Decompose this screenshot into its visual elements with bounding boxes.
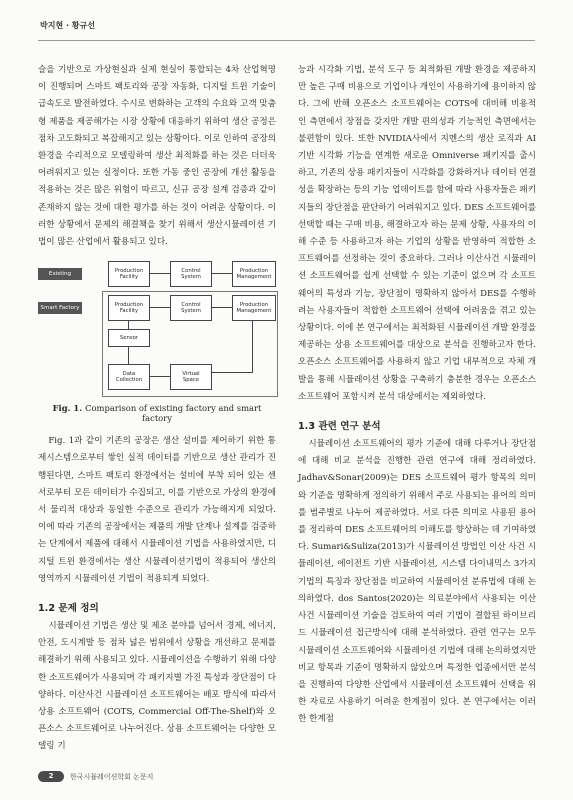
virtual-to-management-line	[211, 372, 253, 373]
right-column	[298, 62, 536, 729]
sensor-text: Sensor	[119, 334, 139, 341]
data-to-virtual-arrow	[149, 376, 170, 377]
data-collection-box	[108, 364, 150, 390]
left-column	[38, 62, 276, 756]
existing-control-system-text: Control System	[181, 267, 201, 281]
existing-production-facility-text: Production Facility	[114, 267, 144, 281]
existing-production-management-box	[232, 261, 276, 287]
smart-production-management-box	[232, 295, 276, 321]
smart-production-facility-box	[108, 295, 150, 321]
smart-arrow-1	[149, 307, 170, 308]
left-paragraph-3: 시뮬레이션 기법은 생산 및 제조 분야를 넘어서 경제, 에너지, 안전, 도시계발 등 점차 넓은 범위에서 상황을 개선하고 문제를 해결하기 위해 사용되고 있다. 시뮬레이션을 수행하기 위해 다양한 소프트웨어가 사용되며 각 패키지별 가진 특성과 장단점이 다양하다. 이산사건 시뮬레이션 소프트웨어는 배포 방식에 따라서 상용 소프트웨어 (COTS, Commercial Off-The-Shelf)와 오픈소스 소프트웨어로 나누어진다. 상용 소프트웨어는 다양한 모델링 기	[38, 621, 276, 752]
data-collection-text: Data Collection	[115, 370, 143, 384]
existing-production-management-text: Production Management	[236, 267, 272, 281]
page-footer	[38, 771, 153, 782]
virtual-space-box	[170, 364, 212, 390]
smart-arrow-2	[211, 307, 232, 308]
right-paragraph-1: 능과 시각화 기법, 분석 도구 등 최적화된 개발 환경을 제공하지만 높은 구매 비용으로 기업이나 개인이 사용하기에 용이하지 않다. 그에 반해 오픈소스 소프트웨어는 COTS에 대비해 비용적인 측면에서 장점을 갖지만 개발 편의성과 기능적인 측면에서는 불편함이 있다. 또한 NVIDIA사에서 지멘스의 생산 로직과 AI기반 시각화 기능을 연계한 새로운 Omniverse 패키지를 출시하고, 기존의 상용 패키지들이 시각화를 강화하거나 데이터 연결성을 확장하는 등의 기능 업데이트를 함에 따라 사용자들은 패키지들의 장단점을 판단하기 어려워지고 있다. DES 소프트웨어를 선택할 때는 구매 비용, 해결하고자 하는 문제 상황, 사용자의 이해 수준 등 사용하고자 하는 기업의 상황을 반영하여 적합한 소프트웨어를 선정하는 것이 중요하다. 그러나 이산사건 시뮬레이션 소프트웨어를 쉽게 선택할 수 있는 기준이 없으며 각 소프트웨어의 특성과 기능, 장단점이 명확하지 않아서 DES를 수행하려는 사용자들이 적합한 소프트웨어 선택에 어려움을 겪고 있는 상황이다. 이에 본 연구에서는 최적화된 시뮬레이션 개발 환경을 제공하는 상용 소프트웨어를 대상으로 분석을 진행하고자 한다. 오픈소스 소프트웨어를 사용하지 않고 기업 내부적으로 자체 개발을 통해 시뮬레이션 상황을 구축하기 충분한 경우는 오픈소스 소프트웨어 포함시켜 분석 대상에서는 제외하였다.	[298, 65, 536, 402]
sensor-box	[108, 329, 150, 347]
smart-production-management-text: Production Management	[236, 301, 272, 315]
smart-control-system-box	[170, 295, 212, 321]
right-paragraph-2: 시뮬레이션 소프트웨어의 평가 기준에 대해 다루거나 장단점에 대해 비교 분석을 진행한 관련 연구에 대해 정리하였다. Jadhav&Sonar(2009)는 DES 소프트웨어 평가 항목의 의미와 기준을 명확하게 정의하기 위해서 주로 사용되는 용어의 의미를 범주별로 나누어 제공하였다. 서로 다른 의미로 사용된 용어를 정리하여 DES 소프트웨어의 이해도를 향상하는 데 기여하였다. Sumari&Suliza(2013)가 시뮬레이션 방법인 이산 사건 시뮬레이션, 에이전트 기반 시뮬레이션, 시스템 다이내믹스 3가지 기법의 특징과 장단점을 비교하여 시뮬레이션 분류법에 대해 논의하였다. dos Santos(2020)는 의료분야에서 사용되는 이산사건 시뮬레이션 기술을 검토하여 여러 기법이 결합된 하이브리드 시뮬레이션 접근방식에 대해 분석하였다. 관련 연구는 모두 시뮬레이션 소프트웨어와 시뮬레이션 기법에 대해 논의하였지만 비교 항목과 기준이 명확하지 않았으며 특정한 업종에서만 분석을 진행하여 다양한 산업에서 시뮬레이션 소프트웨어 선택을 위한 자료로 사용하기 어려운 한계점이 있다. 본 연구에서는 이러한 한계점	[298, 439, 536, 725]
management-to-virtual-line	[252, 320, 253, 372]
caption-label: Fig. 1.	[52, 403, 83, 414]
smart-control-system-text: Control System	[181, 301, 201, 315]
smart-production-facility-text: Production Facility	[114, 301, 144, 315]
sensor-to-data-line	[128, 346, 129, 364]
journal-name: 한국시뮬레이션학회 논문지	[70, 772, 154, 781]
left-paragraph-1: 슬을 기반으로 가상현실과 실제 현실이 통합되는 4차 산업혁명이 진행되며 스마트 팩토리와 공장 자동화, 디지털 트윈 기술이 급속도로 발전하였다. 수시로 변화하는 고객의 수요와 고객 맞춤형 제품을 제공해가는 시장 상황에 대응하기 위하여 생산 공정은 점차 고도화되고 복잡해지고 있는 상황이다. 이로 인하여 공장의 환경을 수리적으로 모델링하여 생산 최적화를 하는 것은 더더욱 어려워지고 있는 실정이다. 또한 가동 중인 공장에 개선 활동을 적용하는 것은 많은 위험이 따르고, 신규 공장 설계 검증과 같이 존재하지 않는 것에 대한 평가를 하는 것이 어려운 상황이다. 이러한 상황에서 문제의 해결책을 찾기 위해서 생산시뮬레이션 기법이 많은 산업에서 활용되고 있다.	[38, 65, 276, 248]
virtual-space-text: Virtual Space	[182, 370, 200, 384]
facility-to-sensor-line	[128, 320, 129, 329]
existing-factory-label: Existing Factory	[38, 268, 82, 280]
caption-text: Comparison of existing factory and smart factory	[85, 403, 262, 424]
section-heading-1-3: 1.3 관련 연구 분석	[298, 421, 381, 433]
existing-control-system-box	[170, 261, 212, 287]
header-rule	[38, 40, 535, 41]
figure-1	[38, 259, 276, 399]
existing-arrow-2	[211, 273, 232, 274]
page-number: 2	[38, 771, 64, 782]
smart-factory-label: Smart Factory	[38, 302, 82, 314]
section-heading-1-2: 1.2 문제 정의	[38, 603, 99, 615]
figure-caption	[38, 403, 276, 423]
running-header: 박지현 · 황규선	[40, 21, 95, 30]
existing-production-facility-box	[108, 261, 150, 287]
left-paragraph-2: Fig. 1과 같이 기존의 공장은 생산 설비를 제어하기 위한 통제시스템으로부터 쌓인 실적 데이터를 기반으로 생산 관리가 진행된다면, 스마트 팩토리 환경에서는 설비에 부착 되어 있는 센서로부터 모든 데이터가 수집되고, 이를 기반으로 가상의 환경에서 물리적 대상과 동일한 수준으로 관리가 가능해지게 되었다. 이에 따라 기존의 공장에서는 제품의 개발 단계나 설계를 검증하는 단계에서 제품에 대해서 시뮬레이션 기법을 사용하였지만, 디지털 트윈 환경에서는 생산 시뮬레이션기법이 적용되어 생산의 영역까지 시뮬레이션 기법이 적용되게 되었다.	[38, 436, 276, 584]
existing-arrow-1	[149, 273, 170, 274]
